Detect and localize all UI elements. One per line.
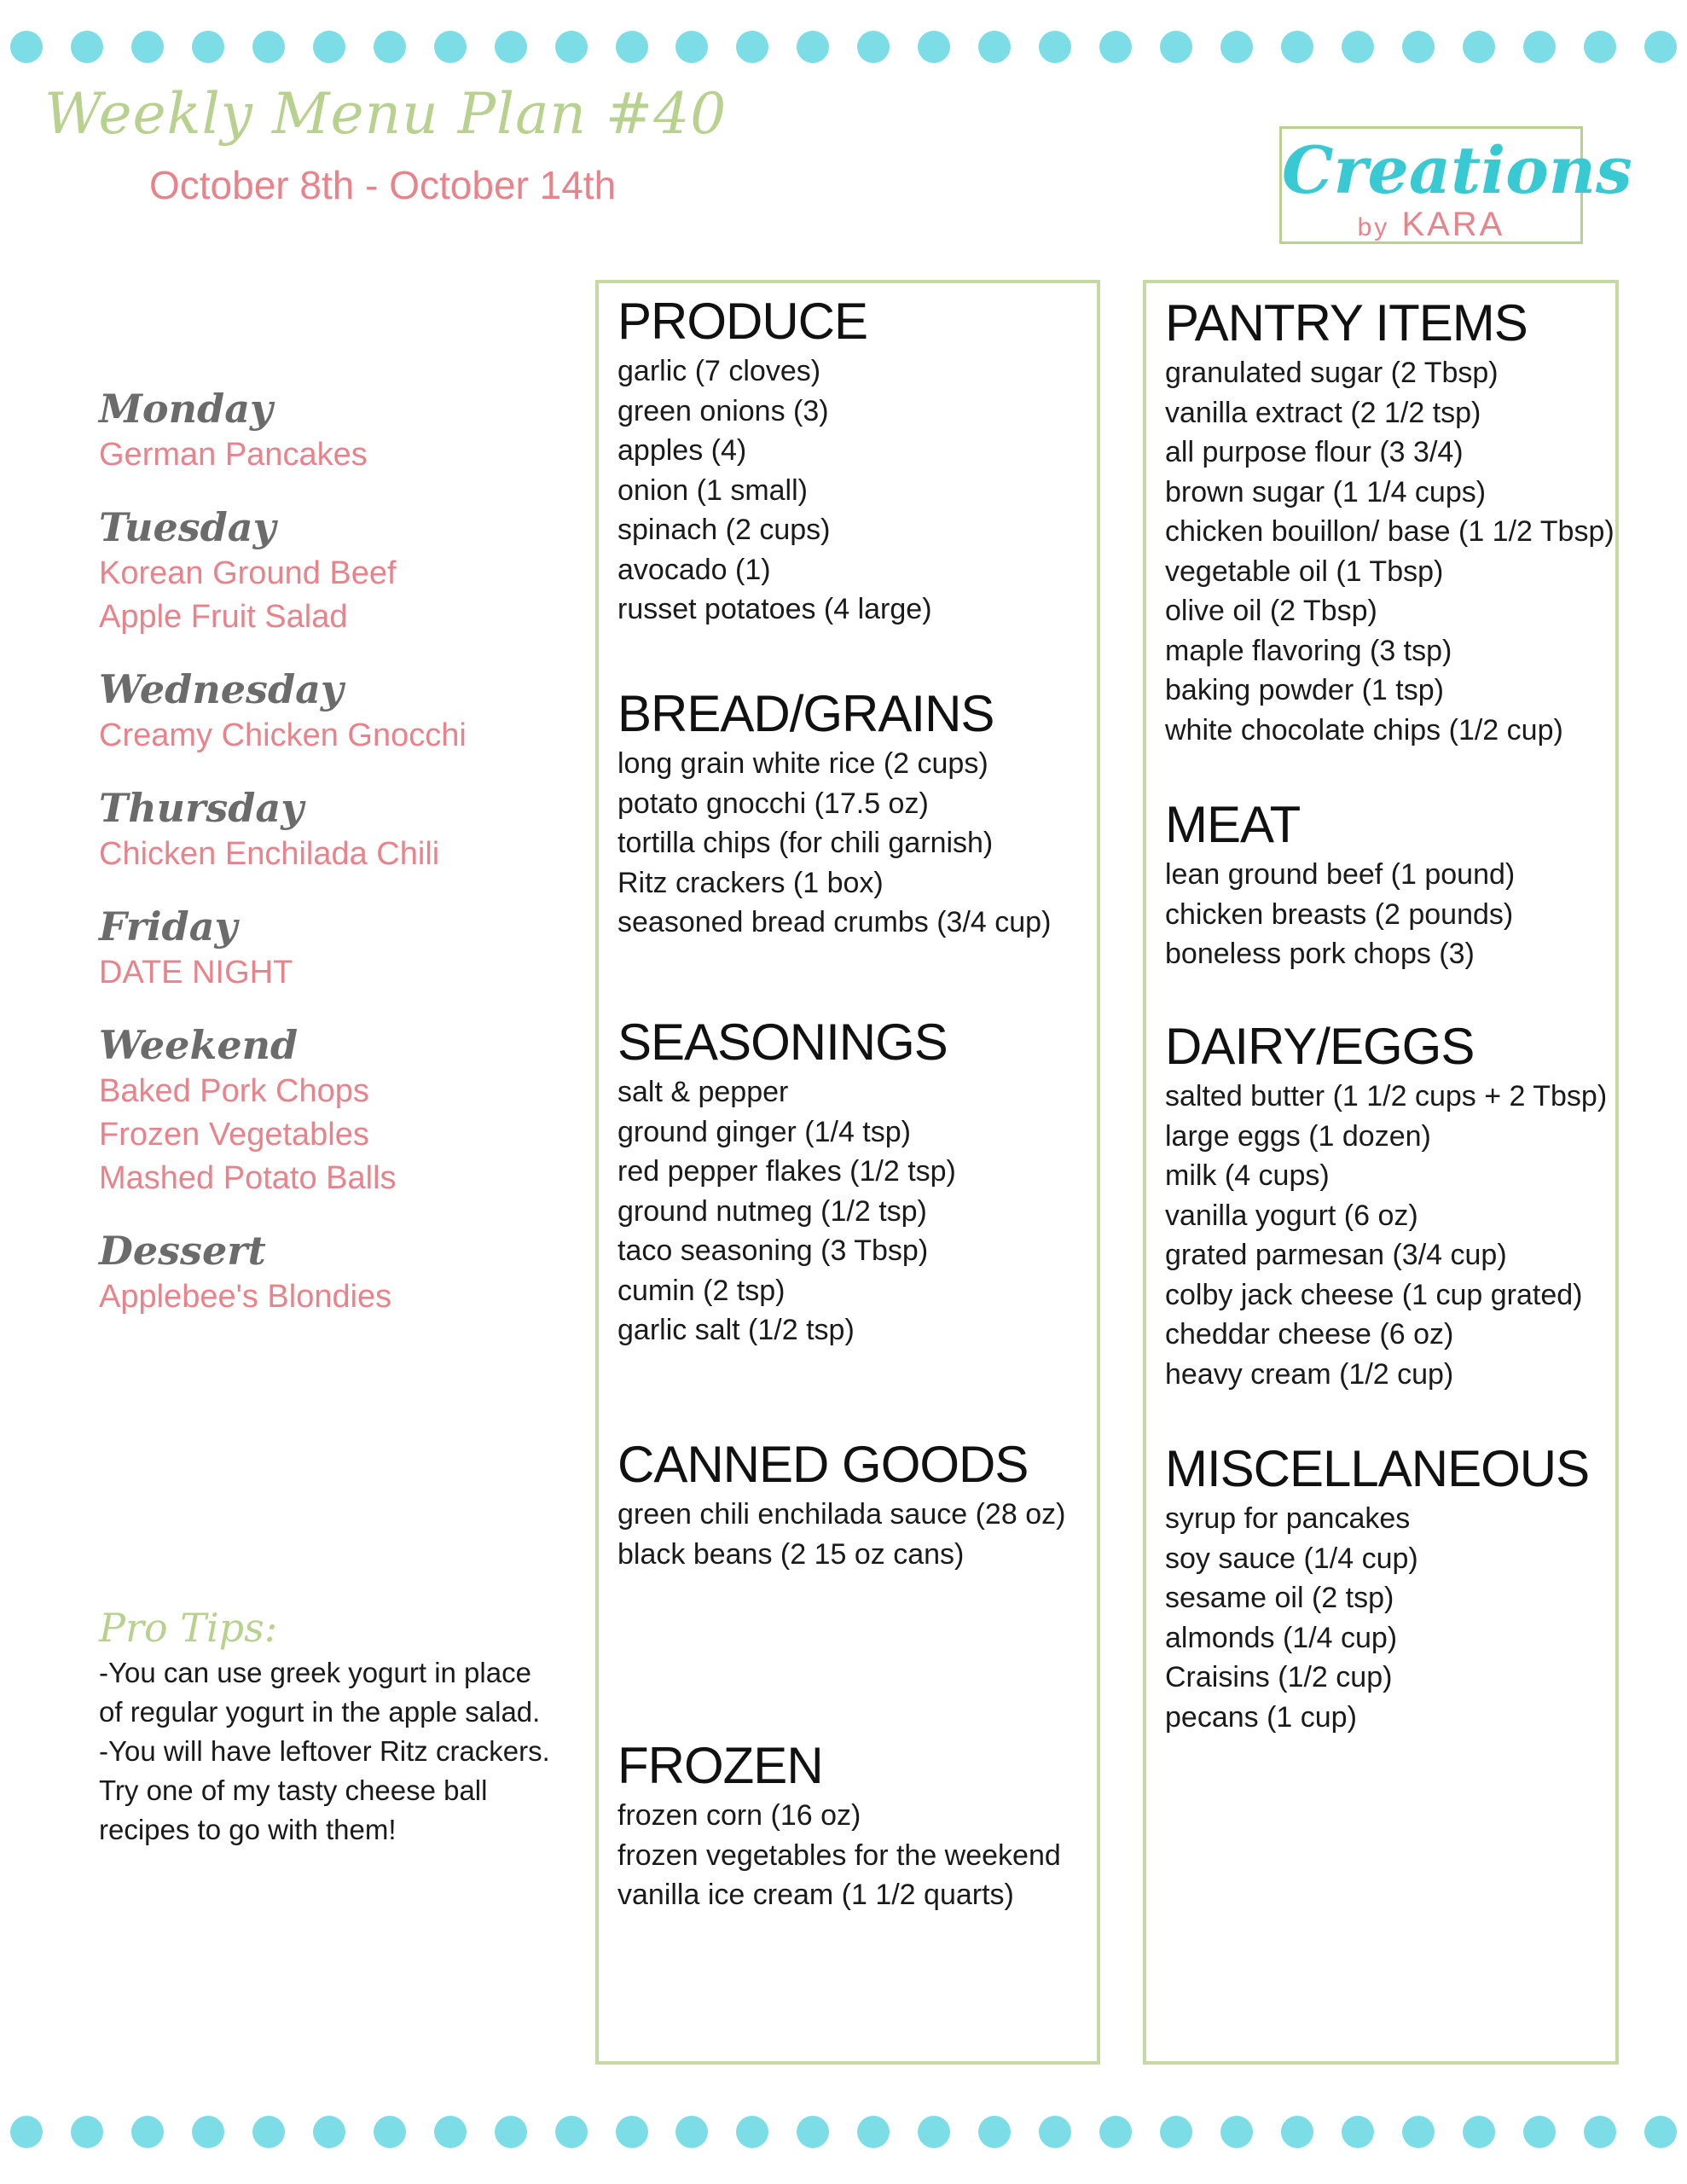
border-dot [1463,31,1495,63]
meal-item: Mashed Potato Balls [99,1160,397,1196]
border-dot [1039,2116,1071,2148]
grocery-item: cumin (2 tsp) [617,1274,786,1307]
day-name: Friday [99,903,238,950]
day-friday [99,902,577,995]
border-dot [555,2116,588,2148]
border-dot [313,2116,345,2148]
border-dot [131,2116,164,2148]
grocery-item: salt & pepper [617,1076,789,1108]
grocery-item: heavy cream (1/2 cup) [1165,1357,1454,1391]
grocery-item: long grain white rice (2 cups) [617,747,988,780]
section-dairy-eggs [1165,1017,1607,1394]
border-dot [71,2116,103,2148]
border-dot [131,31,164,63]
section-canned-goods [617,1435,1065,1574]
border-dot [978,31,1011,63]
grocery-item: vanilla extract (2 1/2 tsp) [1165,396,1481,429]
border-dot [374,31,406,63]
pro-tips-title: Pro Tips: [99,1605,278,1651]
tip-line: recipes to go with them! [99,1814,397,1845]
border-dot [1281,2116,1313,2148]
day-name: Monday [99,386,273,432]
day-name: Thursday [99,785,304,831]
section-title: PANTRY ITEMS [1165,294,1528,351]
border-dot [1160,31,1192,63]
top-dot-border [0,31,1687,65]
logo-by: by [1357,213,1390,241]
grocery-item: salted butter (1 1/2 cups + 2 Tbsp) [1165,1080,1608,1112]
section-title: FROZEN [617,1737,823,1794]
border-dot [495,2116,527,2148]
day-name: Dessert [99,1228,266,1274]
grocery-item: garlic (7 cloves) [617,355,821,387]
meal-item: Chicken Enchilada Chili [99,836,440,872]
border-dot [434,2116,467,2148]
date-range: October 8th - October 14th [149,163,617,207]
grocery-item: boneless pork chops (3) [1165,938,1475,970]
grocery-item: potato gnocchi (17.5 oz) [617,787,929,820]
border-dot [1342,2116,1374,2148]
grocery-item: sesame oil (2 tsp) [1165,1582,1394,1614]
border-dot [857,31,890,63]
meal-item: German Pancakes [99,437,368,473]
day-name: Wednesday [99,666,344,712]
border-dot [192,31,224,63]
grocery-item: almonds (1/4 cup) [1165,1621,1398,1654]
grocery-item: ground nutmeg (1/2 tsp) [617,1194,927,1228]
meal-item: Creamy Chicken Gnocchi [99,717,467,753]
grocery-item: avocado (1) [617,553,771,586]
grocery-item: pecans (1 cup) [1165,1700,1357,1734]
grocery-item: maple flavoring (3 tsp) [1165,634,1452,667]
creations-by-kara-logo [1279,126,1632,244]
grocery-column-2 [1143,280,1619,2065]
day-name: Weekend [99,1022,299,1068]
grocery-item: frozen vegetables for the weekend [617,1838,1061,1872]
tip-line: -You will have leftover Ritz crackers. [99,1735,550,1767]
border-dot [1220,31,1253,63]
day-name: Tuesday [99,504,276,550]
section-title: MEAT [1165,796,1301,853]
grocery-item: white chocolate chips (1/2 cup) [1165,713,1563,746]
grocery-item: colby jack cheese (1 cup grated) [1165,1278,1583,1311]
border-dot [1402,31,1435,63]
border-dot [736,31,768,63]
border-dot [918,2116,950,2148]
grocery-item: large eggs (1 dozen) [1165,1119,1431,1153]
logo-sub-text [1282,206,1580,243]
border-dot [675,2116,708,2148]
border-dot [1402,2116,1435,2148]
border-dot [797,2116,829,2148]
grocery-item: tortilla chips (for chili garnish) [617,827,994,859]
day-dessert [99,1226,577,1319]
grocery-item: brown sugar (1 1/4 cups) [1165,475,1487,508]
tip-line: of regular yogurt in the apple salad. [99,1696,541,1728]
grocery-item: vegetable oil (1 Tbsp) [1165,555,1444,588]
grocery-item: red pepper flakes (1/2 tsp) [617,1155,956,1188]
section-produce [617,292,932,630]
section-title: BREAD/GRAINS [617,685,994,742]
grocery-item: onion (1 small) [617,473,808,507]
grocery-item: olive oil (2 Tbsp) [1165,595,1377,627]
border-dot [1220,2116,1253,2148]
grocery-item: seasoned bread crumbs (3/4 cup) [617,906,1052,938]
grocery-item: all purpose flour (3 3/4) [1165,436,1464,468]
grocery-item: vanilla ice cream (1 1/2 quarts) [617,1879,1014,1911]
section-seasonings [617,1013,956,1350]
tip-line: -You can use greek yogurt in place [99,1657,531,1688]
border-dot [434,31,467,63]
pro-tips [99,1602,577,1850]
meal-item: DATE NIGHT [99,955,293,990]
grocery-item: green chili enchilada sauce (28 oz) [617,1498,1066,1531]
grocery-item: black beans (2 15 oz cans) [617,1537,965,1571]
page-title: Weekly Menu Plan #40 [44,81,728,147]
logo-main-text: Creations [1282,132,1632,208]
grocery-item: apples (4) [617,434,747,467]
border-dot [1160,2116,1192,2148]
grocery-column-1 [595,280,1100,2065]
border-dot [978,2116,1011,2148]
border-dot [675,31,708,63]
border-dot [1342,31,1374,63]
grocery-item: Craisins (1/2 cup) [1165,1661,1393,1693]
grocery-item: cheddar cheese (6 oz) [1165,1318,1454,1350]
border-dot [495,31,527,63]
daily-menu [99,384,577,1345]
border-dot [1523,31,1556,63]
grocery-item: garlic salt (1/2 tsp) [617,1314,855,1346]
border-dot [10,2116,43,2148]
meal-item: Korean Ground Beef [99,555,397,591]
day-tuesday [99,502,577,639]
border-dot [1039,31,1071,63]
grocery-item: lean ground beef (1 pound) [1165,858,1516,891]
border-dot [192,2116,224,2148]
border-dot [1523,2116,1556,2148]
section-frozen [617,1736,1061,1915]
meal-item: Baked Pork Chops [99,1073,369,1109]
border-dot [616,31,648,63]
grocery-item: frozen corn (16 oz) [617,1799,861,1832]
border-dot [1644,31,1677,63]
grocery-item: chicken breasts (2 pounds) [1165,897,1514,931]
bottom-dot-border [0,2116,1687,2150]
day-weekend [99,1020,577,1200]
border-dot [616,2116,648,2148]
meal-item: Applebee's Blondies [99,1279,392,1315]
border-dot [918,31,950,63]
border-dot [1644,2116,1677,2148]
section-title: SEASONINGS [617,1014,948,1071]
section-bread-grains [617,684,1051,943]
tip-line: Try one of my tasty cheese ball [99,1774,488,1806]
border-dot [1281,31,1313,63]
grocery-item: spinach (2 cups) [617,514,831,546]
grocery-item: green onions (3) [617,394,829,427]
border-dot [1584,31,1616,63]
section-title: PRODUCE [617,293,868,350]
border-dot [555,31,588,63]
section-meat [1165,795,1515,974]
grocery-item: Ritz crackers (1 box) [617,866,884,899]
grocery-item: granulated sugar (2 Tbsp) [1165,357,1499,389]
section-title: CANNED GOODS [617,1436,1029,1493]
grocery-item: taco seasoning (3 Tbsp) [617,1234,929,1267]
day-monday [99,384,577,477]
border-dot [1463,2116,1495,2148]
section-miscellaneous [1165,1439,1589,1737]
grocery-item: russet potatoes (4 large) [617,593,932,625]
meal-item: Frozen Vegetables [99,1117,369,1153]
grocery-item: chicken bouillon/ base (1 1/2 Tbsp) [1165,515,1615,548]
grocery-item: milk (4 cups) [1165,1159,1330,1192]
border-dot [252,31,285,63]
border-dot [1584,2116,1616,2148]
grocery-item: syrup for pancakes [1165,1502,1411,1535]
border-dot [1099,2116,1132,2148]
grocery-item: baking powder (1 tsp) [1165,674,1444,706]
logo-kara: KARA [1401,206,1505,243]
grocery-item: ground ginger (1/4 tsp) [617,1115,911,1148]
border-dot [71,31,103,63]
meal-item: Apple Fruit Salad [99,599,348,635]
day-thursday [99,783,577,876]
border-dot [736,2116,768,2148]
day-wednesday [99,665,577,758]
border-dot [252,2116,285,2148]
border-dot [857,2116,890,2148]
grocery-item: vanilla yogurt (6 oz) [1165,1199,1418,1232]
border-dot [374,2116,406,2148]
border-dot [797,31,829,63]
grocery-item: soy sauce (1/4 cup) [1165,1542,1418,1575]
section-title: MISCELLANEOUS [1165,1440,1590,1497]
border-dot [313,31,345,63]
grocery-item: grated parmesan (3/4 cup) [1165,1239,1507,1271]
border-dot [10,31,43,63]
section-title: DAIRY/EGGS [1165,1018,1475,1075]
border-dot [1099,31,1132,63]
section-pantry-items [1165,293,1615,750]
